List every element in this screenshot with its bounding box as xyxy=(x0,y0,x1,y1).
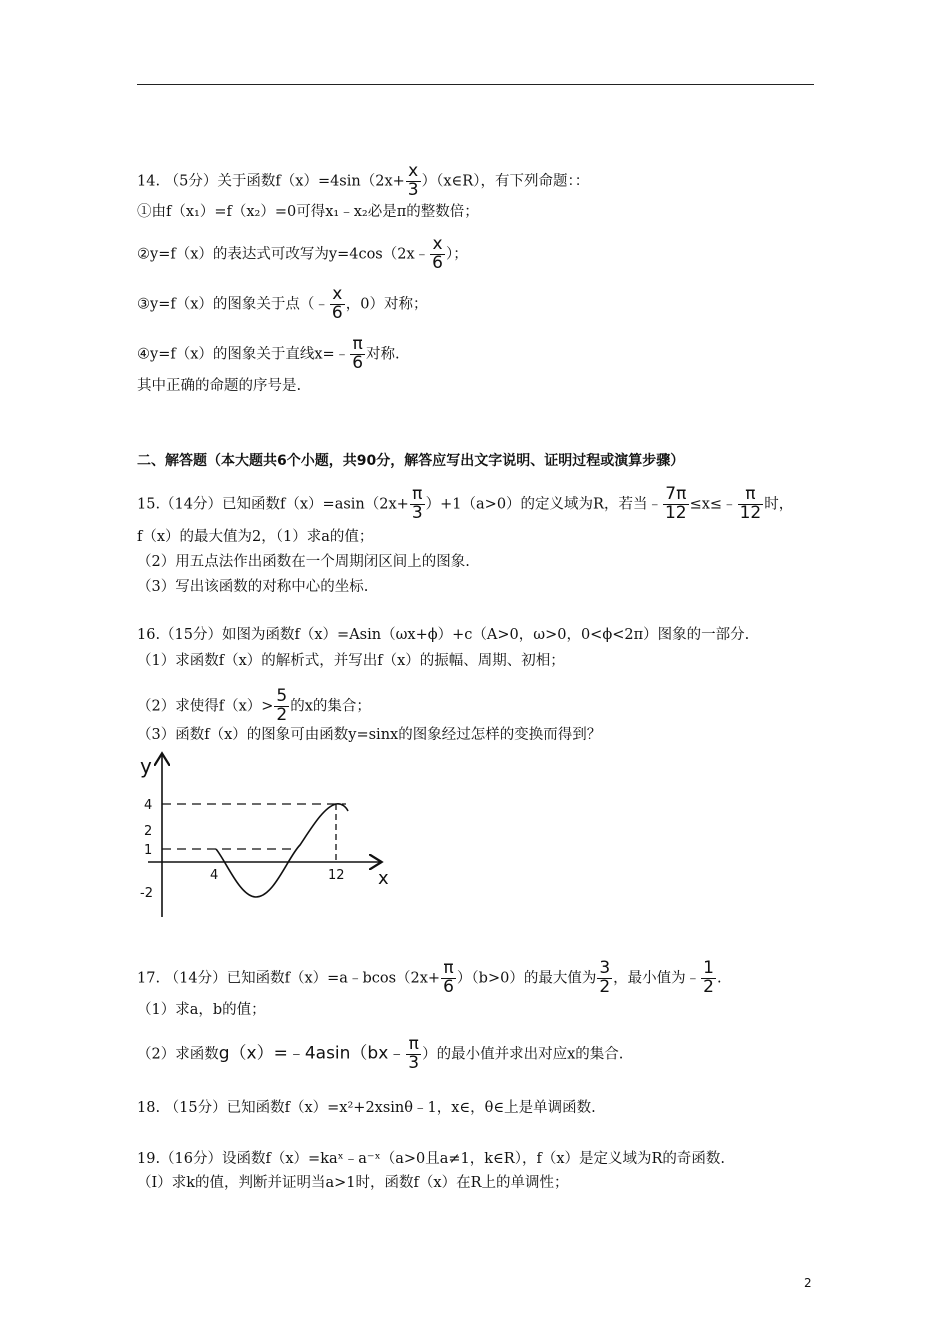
x-axis-label: x xyxy=(378,868,389,889)
q17-line-3: （2）求函数g（x）=﹣4asin（bx﹣ $\frac{\pi}{3}$ ）的最小值并求出对应x的集合. xyxy=(137,1034,624,1073)
fraction: $\frac{\pi}{3}$ xyxy=(408,1034,420,1073)
q16-line-2: （1）求函数f（x）的解析式，并写出f（x）的振幅、周期、初相； xyxy=(137,653,565,669)
fraction: $\frac{x}{3}$ xyxy=(407,161,419,200)
y-axis-label: y xyxy=(140,754,152,778)
fraction: $\frac{\pi}{6}$ xyxy=(352,334,364,373)
fraction: $\frac{\pi}{3}$ xyxy=(411,484,423,523)
q14-proposition-1: ①由f（x₁）=f（x₂）=0可得x₁﹣x₂必是π的整数倍； xyxy=(137,204,479,220)
fraction: $\frac{5}{2}$ xyxy=(276,686,288,725)
q16-stem: 16.（15分）如图为函数f（x）=Asin（ωx+ϕ）+c（A>0，ω>0，0<ϕ<2π）图象的一部分. xyxy=(137,627,750,643)
fraction: $\frac{7\pi}{12}$ xyxy=(664,484,687,523)
fraction: $\frac{\pi}{12}$ xyxy=(739,484,762,523)
q16-line-3: （2）求使得f（x）> $\frac{5}{2}$ 的x的集合； xyxy=(137,686,371,725)
q14-proposition-4: ④y=f（x）的图象关于直线x=﹣ $\frac{\pi}{6}$ 对称. xyxy=(137,334,400,373)
fraction: $\frac{x}{6}$ xyxy=(331,284,343,323)
q15-line-3: （2）用五点法作出函数在一个周期闭区间上的图象. xyxy=(137,554,470,570)
fraction: $\frac{\pi}{6}$ xyxy=(443,958,454,997)
q14-ask: 其中正确的命题的序号是. xyxy=(137,378,302,394)
fraction: $\frac{x}{6}$ xyxy=(432,234,443,273)
q19-stem: 19.（16分）设函数f（x）=kaˣ﹣a⁻ˣ（a>0且a≠1，k∈R），f（x）是定义域为R的奇函数. xyxy=(137,1151,726,1167)
q15-line-2: f（x）的最大值为2，（1）求a的值； xyxy=(137,529,374,545)
section-heading: 二、解答题（本大题共6个小题，共90分，解答应写出文字说明、证明过程或演算步骤） xyxy=(137,453,685,469)
x-tick-label: 4 xyxy=(210,868,219,883)
q19-line-2: （Ⅰ）求k的值，判断并证明当a>1时，函数f（x）在R上的单调性； xyxy=(137,1175,569,1191)
y-tick-label: 4 xyxy=(144,798,153,813)
y-tick-label: -2 xyxy=(140,886,153,901)
q15-stem: 15.（14分）已知函数f（x）=asin（2x+ $\frac{\pi}{3}$ ）+1（a>0）的定义域为R，若当﹣ $\frac{7\pi}{12}$ ≤x≤﹣ $\frac{\pi}{12}$ 时， xyxy=(137,484,794,523)
q14-proposition-2: ②y=f（x）的表达式可改写为y=4cos（2x﹣ $\frac{x}{6}$ ）； xyxy=(137,234,468,273)
q15-line-4: （3）写出该函数的对称中心的坐标. xyxy=(137,579,369,595)
q14-stem: 14. （5分）关于函数f（x）=4sin（2x+ $\frac{x}{3}$ ）（x∈R），有下列命题：： xyxy=(137,161,590,200)
q16-line-4: （3）函数f（x）的图象可由函数y=sinx的图象经过怎样的变换而得到？ xyxy=(137,727,602,743)
header-rule xyxy=(137,84,814,85)
fraction: $\frac{3}{2}$ xyxy=(599,958,611,997)
fraction: $\frac{1}{2}$ xyxy=(703,958,714,997)
page-number: 2 xyxy=(804,1276,812,1290)
q14-proposition-3: ③y=f（x）的图象关于点（﹣ $\frac{x}{6}$ ，0）对称； xyxy=(137,284,428,323)
q17-stem: 17. （14分）已知函数f（x）=a﹣bcos（2x+ $\frac{\pi}{6}$ ）（b>0）的最大值为 $\frac{3}{2}$ ，最小值为﹣ $\frac{1}{2}$ . xyxy=(137,958,722,997)
sine-curve xyxy=(216,804,348,897)
q17-line-2: （1）求a，b的值； xyxy=(137,1002,266,1018)
y-tick-label: 2 xyxy=(144,824,153,839)
y-tick-label: 1 xyxy=(144,843,153,858)
x-tick-label: 12 xyxy=(328,868,345,883)
q18-stem: 18. （15分）已知函数f（x）=x²+2xsinθ﹣1，x∈，θ∈上是单调函数. xyxy=(137,1100,596,1116)
function-graph xyxy=(128,745,398,920)
